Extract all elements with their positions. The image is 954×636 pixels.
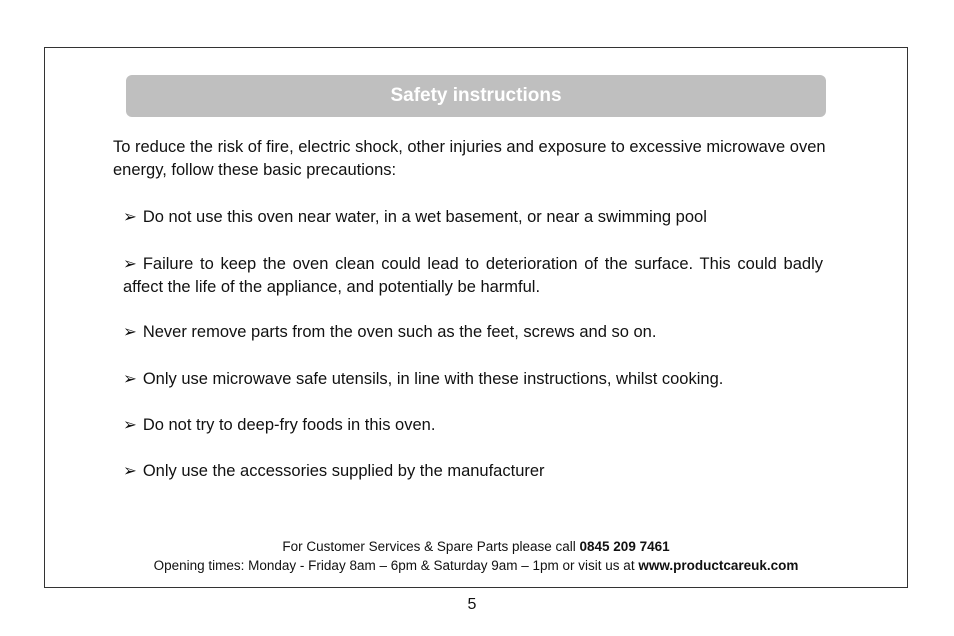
arrow-bullet-icon: ➢: [123, 462, 137, 480]
list-item: [123, 206, 823, 229]
section-title-bar: [126, 75, 826, 117]
list-item: [123, 368, 823, 391]
arrow-bullet-icon: ➢: [123, 416, 137, 434]
intro-paragraph: To reduce the risk of fire, electric shock, other injuries and exposure to excessive microwave oven energy, follow these basic precautions:: [113, 138, 826, 179]
list-item-text: Do not try to deep-fry foods in this oven.: [142, 416, 436, 434]
footer-contact-text: For Customer Services & Spare Parts please call: [282, 539, 580, 554]
arrow-bullet-icon: ➢: [123, 370, 137, 388]
list-item: [123, 460, 823, 483]
list-item-text: Only use the accessories supplied by the manufacturer: [142, 462, 545, 480]
section-title: Safety instructions: [390, 85, 562, 106]
list-item-text: Do not use this oven near water, in a wet basement, or near a swimming pool: [142, 208, 707, 226]
footer-phone: 0845 209 7461: [579, 539, 670, 554]
page-number: 5: [467, 596, 477, 613]
footer-hours-line: [44, 556, 908, 575]
list-item-text: Only use microwave safe utensils, in line with these instructions, whilst cooking.: [142, 370, 724, 388]
page-frame: [44, 47, 908, 588]
footer-hours-text: Opening times: Monday - Friday 8am – 6pm & Saturday 9am – 1pm or visit us at: [153, 558, 639, 573]
arrow-bullet-icon: ➢: [123, 323, 137, 341]
arrow-bullet-icon: ➢: [123, 208, 137, 226]
footer-contact-line: [44, 537, 908, 556]
list-item: [123, 414, 823, 437]
list-item: [123, 253, 823, 299]
list-item: [123, 321, 823, 344]
footer-website-link[interactable]: www.productcareuk.com: [638, 558, 799, 573]
list-item-text: Never remove parts from the oven such as the feet, screws and so on.: [142, 323, 657, 341]
arrow-bullet-icon: ➢: [123, 255, 137, 273]
list-item-text: Failure to keep the oven clean could lead to deterioration of the surface. This could badly affect the life of the appliance, and potentially be harmful.: [123, 255, 823, 296]
